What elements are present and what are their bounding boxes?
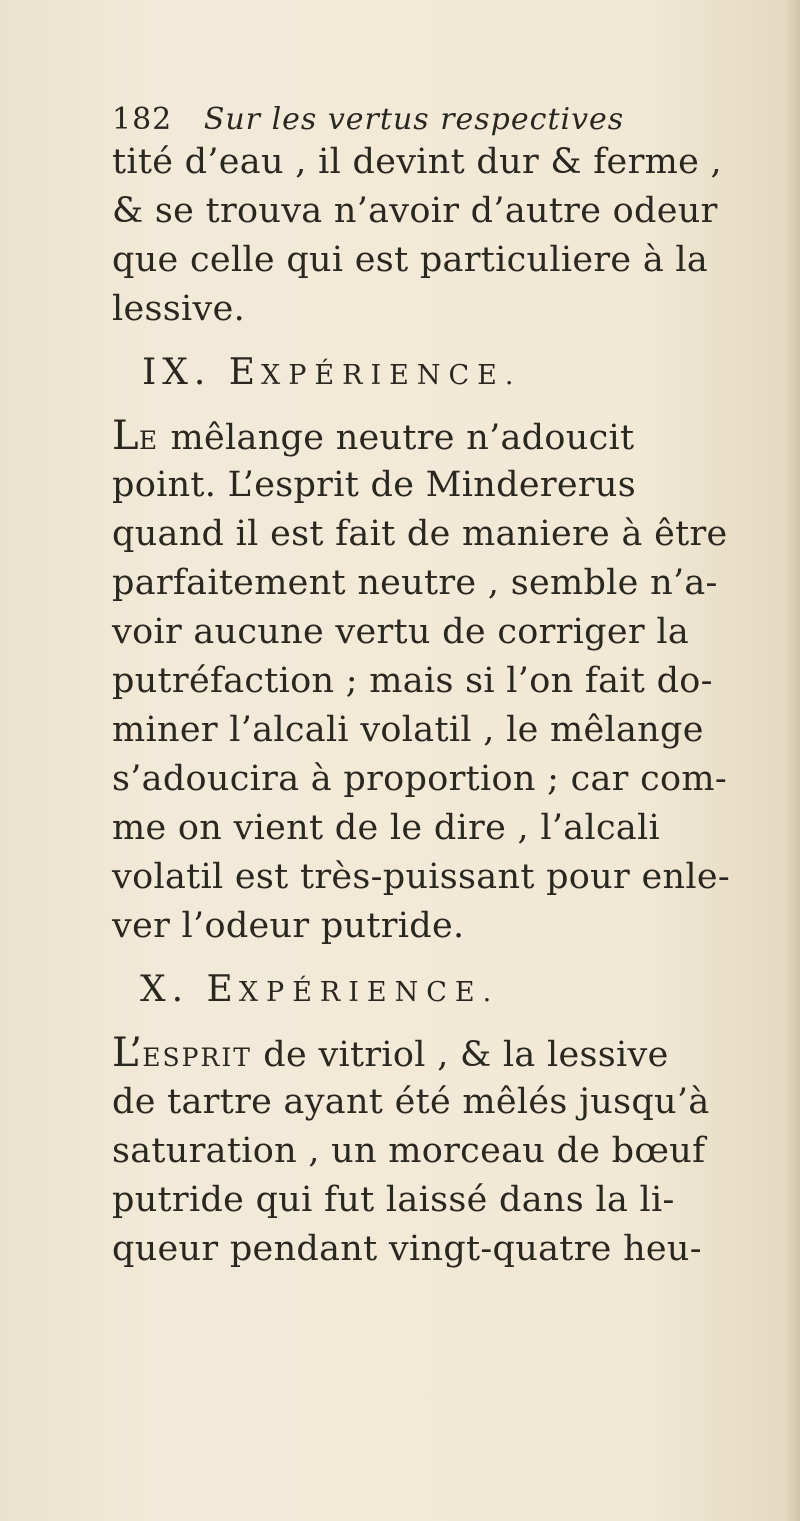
smallcaps-word: E xyxy=(138,426,160,455)
line-rest: mêlange neutre n’adoucit xyxy=(159,418,635,458)
smallcaps-word: ESPRIT xyxy=(142,1043,252,1072)
heading-smallcaps: XPÉRIENCE. xyxy=(238,977,500,1008)
text-line: ver l’odeur putride. xyxy=(112,906,465,946)
text-line: point. L’esprit de Mindererus xyxy=(112,465,637,505)
text-line: tité d’eau , il devint dur & ferme , xyxy=(112,142,722,182)
section-numeral: IX. xyxy=(142,352,212,393)
line-rest: de vitriol , & la lessive xyxy=(251,1035,669,1075)
text-line: volatil est très-puissant pour enle- xyxy=(112,857,730,897)
running-title: Sur les vertus respectives xyxy=(203,102,625,137)
page-number: 182 xyxy=(112,102,173,137)
text-line: & se trouva n’avoir d’autre odeur xyxy=(112,191,718,231)
text-line xyxy=(112,1029,792,1078)
text-line: quand il est fait de maniere à être xyxy=(112,514,728,554)
section-heading-x xyxy=(112,951,792,1029)
text-line: queur pendant vingt-quatre heu- xyxy=(112,1229,702,1269)
heading-initial: E xyxy=(206,969,239,1010)
text-line: de tartre ayant été mêlés jusqu’à xyxy=(112,1082,710,1122)
text-line: s’adoucira à proportion ; car com- xyxy=(112,759,728,799)
running-head xyxy=(112,98,672,142)
text-line: miner l’alcali volatil , le mêlange xyxy=(112,710,704,750)
text-line: voir aucune vertu de corriger la xyxy=(112,612,689,652)
heading-initial: E xyxy=(228,352,262,393)
section-numeral: X. xyxy=(140,969,190,1010)
text-line: lessive. xyxy=(112,289,246,329)
initial-letter: L’ xyxy=(112,1030,143,1076)
text-line: me on vient de le dire , l’alcali xyxy=(112,808,661,848)
initial-letter: L xyxy=(112,413,139,459)
text-line xyxy=(112,412,792,461)
text-line: putréfaction ; mais si l’on fait do- xyxy=(112,661,713,701)
body-text xyxy=(112,138,792,1274)
text-line: saturation , un morceau de bœuf xyxy=(112,1131,706,1171)
text-line: que celle qui est particuliere à la xyxy=(112,240,709,280)
heading-smallcaps: XPÉRIENCE. xyxy=(261,360,522,391)
text-line: putride qui fut laissé dans la li- xyxy=(112,1180,675,1220)
section-heading-ix xyxy=(112,334,792,412)
text-line: parfaitement neutre , semble n’a- xyxy=(112,563,718,603)
